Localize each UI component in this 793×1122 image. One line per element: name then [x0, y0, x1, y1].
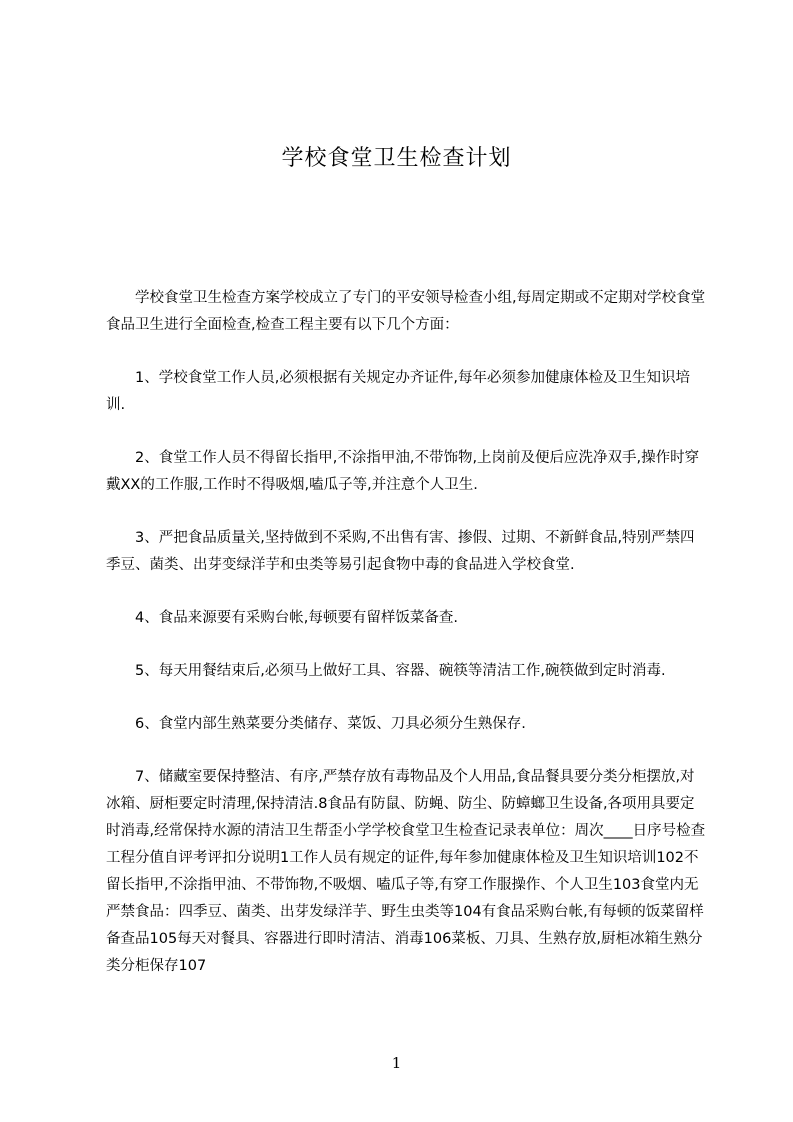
- paragraph-item-4: 4、食品来源要有采购台帐,每顿要有留样饭菜备查.: [135, 610, 458, 626]
- paragraph-item-5: 5、每天用餐结束后,必须马上做好工具、容器、碗筷等清洁工作,碗筷做到定时消毒.: [135, 663, 666, 679]
- paragraph-item-7: 7、储藏室要保持整洁、有序,严禁存放有毒物品及个人用品,食品餐具要分类分柜摆放,对冰箱、厨柜要定时清理,保持清洁.8食品有防鼠、防蝇、防尘、防蟑螂卫生设备,各项用具要定时消毒,经常保持水源的清洁卫生帮歪小学学校食堂卫生检查记录表单位：周次____日序号检查工程分值自评考评扣分说明1工作人员有规定的证件,每年参加健康体检及卫生知识培训102不留长指甲,不涂指甲油、不带饰物,不吸烟、嗑瓜子等,有穿工作服操作、个人卫生103食堂内无严禁食品：四季豆、菌类、出芽发绿洋芋、野生虫类等104有食品采购台帐,有每顿的饭菜留样备查品105每天对餐具、容器进行即时清洁、消毒106菜板、刀具、生熟存放,厨柜冰箱生熟分类分柜保存107: [106, 769, 706, 974]
- paragraph-item-6: 6、食堂内部生熟菜要分类储存、菜饭、刀具必须分生熟保存.: [135, 716, 526, 732]
- paragraph-item-2: 2、食堂工作人员不得留长指甲,不涂指甲油,不带饰物,上岗前及便后应洗净双手,操作时穿戴XX的工作服,工作时不得吸烟,嗑瓜子等,并注意个人卫生.: [106, 450, 700, 493]
- paragraph-item-3: 3、严把食品质量关,坚持做到不采购,不出售有害、掺假、过期、不新鲜食品,特别严禁四季豆、菌类、出芽变绿洋芋和虫类等易引起食物中毒的食品进入学校食堂.: [106, 530, 695, 573]
- page-number: 1: [391, 1054, 402, 1072]
- document-body: [106, 285, 708, 980]
- page-title: 学校食堂卫生检查计划: [281, 146, 512, 171]
- paragraph-item-1: 1、学校食堂工作人员,必须根据有关规定办齐证件,每年必须参加健康体检及卫生知识培训.: [106, 370, 690, 413]
- paragraph-intro: 学校食堂卫生检查方案学校成立了专门的平安领导检查小组,每周定期或不定期对学校食堂食品卫生进行全面检查,检查工程主要有以下几个方面：: [106, 290, 706, 333]
